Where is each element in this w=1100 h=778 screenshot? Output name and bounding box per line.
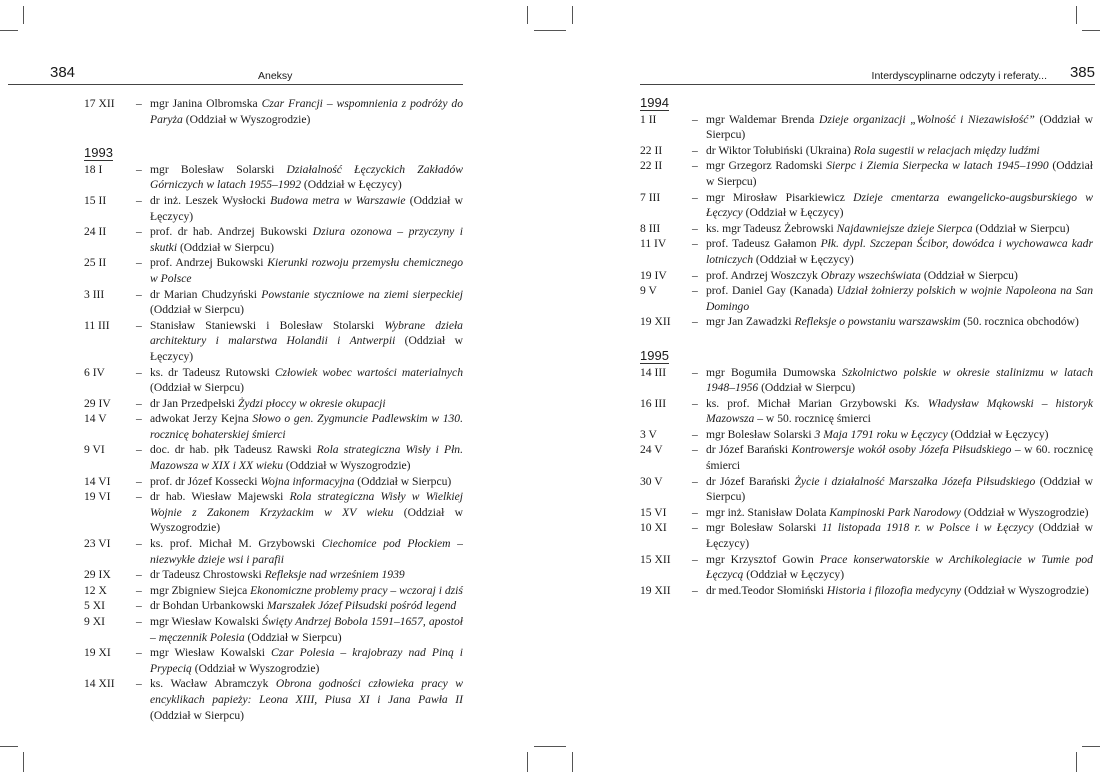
lecture-date: 19 VI [84, 490, 111, 504]
lecture-note: (50. rocznica obchodów) [960, 315, 1079, 329]
dash-separator: – [692, 190, 698, 204]
dash-separator: – [692, 143, 698, 157]
right-page [640, 62, 1095, 598]
lecture-text [706, 158, 1095, 189]
lecturer: mgr Wiesław Kowalski [150, 615, 263, 628]
lecturer: prof. dr Józef Kossecki [150, 474, 261, 488]
lecture-entry [640, 112, 1095, 143]
dash-separator: – [692, 159, 698, 173]
dash-separator: – [136, 193, 142, 207]
lecturer: mgr Bolesław Solarski [706, 521, 822, 535]
lecture-entry [84, 474, 463, 490]
lecture-entry [640, 427, 1095, 443]
lecture-note: (Oddział w Sierpcu) [177, 240, 274, 254]
lecture-entry [84, 442, 463, 473]
lecture-entry [640, 442, 1095, 473]
lecture-text [150, 598, 463, 614]
lecturer: ks. mgr Tadeusz Żebrowski [706, 221, 837, 235]
dash-separator: – [692, 505, 698, 519]
dash-separator: – [692, 427, 698, 441]
lecturer: ks. dr Tadeusz Rutowski [150, 365, 275, 379]
lecturer: mgr Krzysztof Gowin [706, 552, 820, 566]
dash-separator: – [136, 256, 142, 270]
dash-separator: – [692, 443, 698, 457]
dash-separator: – [136, 162, 142, 176]
lecture-note: (Oddział w Wyszogrodzie) [182, 112, 311, 126]
crop-mark [23, 752, 24, 772]
lecture-text [150, 396, 463, 412]
lecturer: prof. Andrzej Bukowski [150, 256, 268, 270]
dash-separator: – [136, 537, 142, 551]
lecturer: mgr inż. Stanisław Dolata [706, 505, 830, 519]
page-body [640, 95, 1095, 598]
lecture-entry [84, 411, 463, 442]
dash-separator: – [692, 112, 698, 126]
lecture-date: 19 IV [640, 268, 667, 282]
lecture-entry [640, 283, 1095, 314]
lecturer: mgr Bolesław Solarski [150, 162, 287, 176]
lecture-entry [84, 536, 463, 567]
lecture-entry [84, 193, 463, 224]
lecturer: ks. Wacław Abramczyk [150, 677, 276, 691]
lecture-note: (Oddział w Wyszogrodzie) [150, 505, 463, 535]
lecturer: mgr Jan Zawadzki [706, 315, 795, 329]
running-header: Interdyscyplinarne odczyty i referaty... [871, 70, 1047, 82]
crop-mark [0, 746, 18, 747]
lecture-entry [84, 645, 463, 676]
lecturer: dr Wiktor Tołubiński (Ukraina) [706, 143, 854, 157]
lecture-title: Słowo o gen. Zygmuncie Padlewskim w 130. rocznicę bohaterskiej śmierci [150, 412, 464, 441]
lecture-text [706, 505, 1095, 521]
crop-mark [1082, 30, 1100, 31]
lecture-date: 19 XII [640, 315, 671, 329]
lecture-title: Działalność Łęczyckich Zakładów Górniczych w latach 1955–1992 [150, 162, 463, 192]
lecture-text [150, 536, 463, 567]
crop-mark [1076, 752, 1077, 772]
dash-separator: – [692, 315, 698, 329]
lecture-title: Szkolnictwo polskie w okresie stalinizmu w latach 1948–1956 [706, 365, 1093, 395]
dash-separator: – [136, 583, 142, 597]
lecture-title: Człowiek wobec wartości materialnych [274, 365, 463, 379]
lecture-date: 29 IX [84, 568, 111, 582]
lecture-title: Udział żołnierzy polskich w wojnie Napoleona na San Domingo [706, 284, 1093, 313]
lecture-title: Historia i filozofia medycyny [826, 583, 962, 597]
lecture-entry [640, 396, 1095, 427]
lecturer: dr Tadeusz Chrostowski [150, 568, 265, 582]
lecture-text [706, 365, 1095, 396]
lecture-entry [640, 190, 1095, 221]
lecture-title: 3 Maja 1791 roku w Łęczycy [814, 427, 948, 441]
lecture-note: (Oddział w Sierpcu) [758, 381, 856, 395]
lecture-title: Marszałek Józef Piłsudski pośród legend [266, 599, 457, 613]
lecture-text [706, 268, 1095, 284]
lecture-text [150, 614, 463, 645]
lecture-note: (Oddział w Łęczycy) [742, 206, 844, 220]
lecture-title: Płk. dypl. Szczepan Ścibor, dowódca i wychowawca kadr lotniczych [706, 237, 1093, 266]
dash-separator: – [136, 396, 142, 410]
dash-separator: – [136, 412, 142, 426]
lecture-date: 16 III [640, 396, 667, 410]
lecturer: mgr Wiesław Kowalski [150, 646, 272, 660]
lecturer: adwokat Jerzy Kejna [150, 412, 253, 426]
lecture-date: 11 IV [640, 237, 667, 251]
crop-mark [534, 746, 566, 747]
lecturer: dr Józef Barański [706, 474, 795, 488]
lecture-date: 22 II [640, 159, 663, 173]
lecture-title: Dzieje cmentarza ewangelicko-augsburskiego w Łęczycy [706, 190, 1094, 220]
lecture-entry [640, 268, 1095, 284]
dash-separator: – [692, 474, 698, 488]
lecture-title: Dziura ozonowa – przyczyny i skutki [150, 225, 464, 254]
lecture-date: 15 VI [640, 505, 667, 519]
lecture-entry [84, 318, 463, 365]
lecturer: mgr Grzegorz Radomski [706, 159, 827, 173]
crop-mark [1076, 6, 1077, 24]
lecture-title: Prace konserwatorskie w Archikolegiacie w Tumie pod Łęczycą [706, 552, 1093, 582]
lecturer: dr hab. Wiesław Majewski [150, 490, 290, 504]
lecture-text [150, 255, 463, 286]
lecture-date: 25 II [84, 256, 107, 270]
lecture-text [150, 645, 463, 676]
page-header [640, 62, 1095, 85]
lecture-note: (Oddział w Wyszogrodzie) [283, 459, 411, 473]
lecture-date: 23 VI [84, 537, 111, 551]
lecture-date: 9 V [640, 284, 657, 298]
lecturer: Stanisław Staniewski i Bolesław Stolarski [150, 318, 385, 332]
dash-separator: – [136, 365, 142, 379]
lecture-entry [84, 676, 463, 723]
lecture-note: (Oddział w Wyszogrodzie) [960, 505, 1089, 519]
lecture-date: 14 V [84, 412, 107, 426]
lecturer: ks. prof. Michał M. Grzybowski [150, 537, 322, 551]
lecture-date: 24 V [640, 443, 663, 457]
lecture-note: (Oddział w Sierpcu) [244, 630, 342, 644]
lecture-date: 30 V [640, 474, 663, 488]
lecture-date: 3 III [84, 287, 105, 301]
lecture-title: Obrona godności człowieka pracy w encyklikach papieży: Leona XIII, Piusa XI i Jana Pawła II [150, 677, 463, 706]
dash-separator: – [692, 284, 698, 298]
lecture-note: (Oddział w Łęczycy) [947, 427, 1049, 441]
lecture-title: Kierunki rozwoju przemysłu chemicznego w Polsce [150, 256, 463, 285]
lecture-note: (Oddział w Łęczycy) [753, 252, 854, 266]
dash-separator: – [136, 225, 142, 239]
lecture-note: (Oddział w Sierpcu) [354, 474, 452, 488]
lecture-note: (Oddział w Łęczycy) [301, 178, 402, 192]
lecture-date: 3 V [640, 427, 657, 441]
dash-separator: – [136, 615, 142, 628]
lecture-text [706, 221, 1095, 237]
lecture-text [706, 396, 1095, 427]
lecture-text [706, 236, 1095, 267]
dash-separator: – [136, 474, 142, 488]
lecture-note: (Oddział w Sierpcu) [972, 221, 1070, 235]
lecture-text [150, 96, 463, 127]
lecturer: prof. Daniel Gay (Kanada) [706, 284, 837, 298]
lecture-note: (Oddział w Wyszogrodzie) [191, 661, 320, 675]
lecture-entry [640, 505, 1095, 521]
dash-separator: – [136, 677, 142, 691]
lecture-title: Święty Andrzej Bobola 1591–1657, apostoł – męczennik Polesia [150, 615, 463, 644]
lecture-title: Rola strategiczna Wisły w Wielkiej Wojnie z Zakonem Krzyżackim w XV wieku [150, 490, 463, 519]
lecture-entry [640, 221, 1095, 237]
dash-separator: – [692, 396, 698, 410]
lecture-entry [640, 552, 1095, 583]
dash-separator: – [136, 490, 142, 504]
lecture-entry [84, 162, 463, 193]
lecture-entry [640, 474, 1095, 505]
lecture-entry [84, 598, 463, 614]
lecture-text [706, 190, 1095, 221]
lecture-title: Życie i działalność Marszałka Józefa Piłsudskiego [794, 474, 1036, 488]
lecture-date: 15 XII [640, 552, 671, 566]
lecture-title: Najdawniejsze dzieje Sierpca [836, 221, 973, 235]
lecture-text [150, 162, 463, 193]
lecturer: mgr Bogumiła Dumowska [706, 365, 843, 379]
lecture-date: 17 XII [84, 97, 115, 110]
lecturer: mgr Mirosław Pisarkiewicz [706, 190, 854, 204]
lecture-title: Refleksje o powstaniu warszawskim [794, 315, 961, 329]
lecture-title: Kontrowersje wokół osoby Józefa Piłsudskiego [791, 443, 1012, 457]
lecture-date: 10 XI [640, 521, 667, 535]
lecturer: dr med.Teodor Słomiński [706, 583, 827, 597]
lecture-entry [84, 583, 463, 599]
lecture-text [706, 583, 1095, 599]
lecture-title: Ekonomiczne problemy pracy – wczoraj i dziś [250, 583, 463, 597]
lecturer: dr inż. Leszek Wysłocki [150, 193, 271, 207]
dash-separator: – [692, 521, 698, 535]
lecturer: prof. dr hab. Andrzej Bukowski [150, 225, 313, 239]
lecture-entry [640, 236, 1095, 267]
lecture-note: (Oddział w Łęczycy) [743, 568, 845, 582]
lecture-text [706, 442, 1095, 473]
lecture-entry [84, 365, 463, 396]
lecture-title: Wybrane dzieła architektury i malarstwa Holandii i Antwerpii [150, 318, 463, 348]
crop-mark [572, 6, 573, 24]
lecture-date: 8 III [640, 221, 661, 235]
lecture-note: (Oddział w Sierpcu) [150, 303, 245, 317]
lecturer: prof. Andrzej Woszczyk [706, 268, 821, 282]
lecture-text [150, 583, 463, 599]
lecture-entry [640, 365, 1095, 396]
dash-separator: – [692, 268, 698, 282]
lecture-entry [84, 224, 463, 255]
lecture-date: 14 VI [84, 474, 111, 488]
lecture-text [150, 411, 463, 442]
lecture-note: (Oddział w Łęczycy) [150, 193, 464, 223]
year-section [84, 145, 463, 162]
crop-mark [572, 752, 573, 772]
lecture-entry [84, 255, 463, 286]
lecture-entry [84, 96, 463, 127]
lecture-entry [84, 614, 463, 645]
running-header: Aneksy [258, 70, 293, 82]
lecturer: mgr Janina Olbromska [150, 97, 262, 110]
lecture-text [150, 676, 463, 723]
lecture-title: 11 listopada 1918 r. w Polsce i w Łęczycy [821, 521, 1034, 535]
crop-mark [1082, 746, 1100, 747]
page-number: 384 [50, 64, 76, 81]
lecture-note: – w 50. rocznicę śmierci [754, 412, 871, 426]
lecture-note: (Oddział w Sierpcu) [706, 112, 1093, 142]
lecture-text [150, 489, 463, 536]
lecturer: ks. prof. Michał Marian Grzybowski [706, 396, 905, 410]
lecture-text [150, 474, 463, 490]
year-heading: 1994 [640, 95, 669, 110]
lecture-entry [640, 158, 1095, 189]
lecture-entry [640, 583, 1095, 599]
lecture-date: 9 VI [84, 443, 105, 457]
lecture-text [150, 193, 463, 224]
lecture-text [150, 442, 463, 473]
lecture-date: 11 III [84, 318, 110, 332]
lecture-entry [84, 489, 463, 536]
lecturer: mgr Bolesław Solarski [706, 427, 815, 441]
year-section [640, 348, 1095, 365]
lecturer: doc. dr hab. płk Tadeusz Rawski [150, 443, 317, 457]
lecture-text [706, 474, 1095, 505]
lecture-note: (Oddział w Sierpcu) [706, 159, 1093, 188]
lecture-text [706, 314, 1095, 330]
lecture-note: – w 60. rocznicę śmierci [706, 443, 1094, 473]
dash-separator: – [136, 599, 142, 613]
lecturer: dr Józef Barański [706, 443, 792, 457]
lecturer: dr Jan Przedpełski [150, 396, 238, 410]
lecture-title: Obrazy wszechświata [820, 268, 921, 282]
lecture-date: 22 II [640, 143, 663, 157]
lecture-entry [640, 314, 1095, 330]
lecture-text [150, 224, 463, 255]
lecture-entry [84, 396, 463, 412]
lecture-text [150, 567, 463, 583]
lecture-title: Rola strategiczna Wisły i Płn. Mazowsza w XIX i XX wieku [150, 443, 463, 473]
lecture-entry [640, 520, 1095, 551]
lecture-date: 6 IV [84, 365, 105, 379]
page-number: 385 [1069, 64, 1095, 81]
lecture-title: Refleksje nad wrześniem 1939 [264, 568, 405, 582]
page-header [8, 62, 463, 85]
lecture-entry [640, 143, 1095, 159]
lecture-date: 9 XI [84, 615, 105, 628]
lecture-note: (Oddział w Sierpcu) [706, 474, 1093, 504]
lecture-title: Budowa metra w Warszawie [270, 193, 406, 207]
dash-separator: – [136, 318, 142, 332]
lecture-text [150, 365, 463, 396]
lecture-title: Ks. Władysław Mąkowski – historyk Mazowsza [706, 396, 1093, 426]
dash-separator: – [136, 287, 142, 301]
lecture-entry [84, 567, 463, 583]
lecture-title: Ciechomice pod Płockiem – niezwykłe dzieje wsi i parafii [150, 537, 463, 566]
lecture-note: (Oddział w Łęczycy) [706, 521, 1094, 551]
lecture-date: 29 IV [84, 396, 111, 410]
lecture-date: 18 I [84, 162, 103, 176]
lecture-title: Sierpc i Ziemia Sierpecka w latach 1945–1990 [826, 159, 1049, 173]
lecture-date: 14 III [640, 365, 667, 379]
lecture-text [706, 143, 1095, 159]
crop-mark [527, 752, 528, 772]
lecture-date: 14 XII [84, 677, 115, 691]
lecture-date: 15 II [84, 193, 107, 207]
lecture-date: 12 X [84, 583, 107, 597]
lecturer: prof. Tadeusz Gałamon [706, 237, 821, 251]
lecturer: mgr Zbigniew Siejca [150, 583, 251, 597]
dash-separator: – [692, 583, 698, 597]
crop-mark [23, 6, 24, 24]
left-page [8, 62, 463, 723]
lecture-date: 5 XI [84, 599, 105, 613]
lecture-text [706, 112, 1095, 143]
dash-separator: – [692, 237, 698, 251]
lecture-title: Dzieje organizacji „Wolność i Niezawisłość” [819, 112, 1035, 126]
lecture-note: (Oddział w Sierpcu) [150, 708, 245, 722]
lecture-date: 24 II [84, 225, 107, 239]
lecture-text [706, 520, 1095, 551]
crop-mark [534, 30, 566, 31]
dash-separator: – [692, 221, 698, 235]
lecture-title: Powstanie styczniowe na ziemi sierpeckiej [261, 287, 463, 301]
lecture-title: Żydzi płoccy w okresie okupacji [237, 396, 386, 410]
lecture-title: Czar Polesia – krajobrazy nad Piną i Prypecią [150, 646, 463, 675]
lecture-date: 1 II [640, 112, 657, 126]
year-heading: 1993 [84, 145, 113, 161]
lecture-note: (Oddział w Sierpcu) [150, 381, 245, 395]
dash-separator: – [692, 552, 698, 566]
dash-separator: – [136, 568, 142, 582]
crop-mark [527, 6, 528, 24]
year-section [640, 95, 1095, 112]
dash-separator: – [136, 646, 142, 660]
lecturer: mgr Waldemar Brenda [706, 112, 820, 126]
lecture-date: 7 III [640, 190, 661, 204]
lecture-note: (Oddział w Łęczycy) [150, 334, 463, 363]
year-heading: 1995 [640, 347, 669, 363]
lecture-note: (Oddział w Sierpcu) [920, 268, 1018, 282]
lecture-title: Czar Francji – wspomnienia z podróży do Paryża [150, 97, 464, 126]
lecturer: dr Marian Chudzyński [150, 287, 262, 301]
lecture-text [150, 318, 463, 365]
lecture-text [706, 283, 1095, 314]
lecture-title: Kampinoski Park Narodowy [829, 505, 961, 519]
lecture-text [706, 552, 1095, 583]
crop-mark [0, 30, 18, 31]
dash-separator: – [136, 97, 142, 110]
dash-separator: – [692, 365, 698, 379]
lecture-text [706, 427, 1095, 443]
lecture-title: Wojna informacyjna [260, 474, 355, 488]
lecture-date: 19 XII [640, 583, 671, 597]
lecture-date: 19 XI [84, 646, 111, 660]
lecture-text [150, 287, 463, 318]
page-body [84, 96, 463, 723]
lecture-entry [84, 287, 463, 318]
lecturer: dr Bohdan Urbankowski [150, 599, 267, 613]
lecture-note: (Oddział w Wyszogrodzie) [961, 583, 1089, 597]
lecture-title: Rola sugestii w relacjach między ludźmi [853, 143, 1040, 157]
dash-separator: – [136, 443, 142, 457]
